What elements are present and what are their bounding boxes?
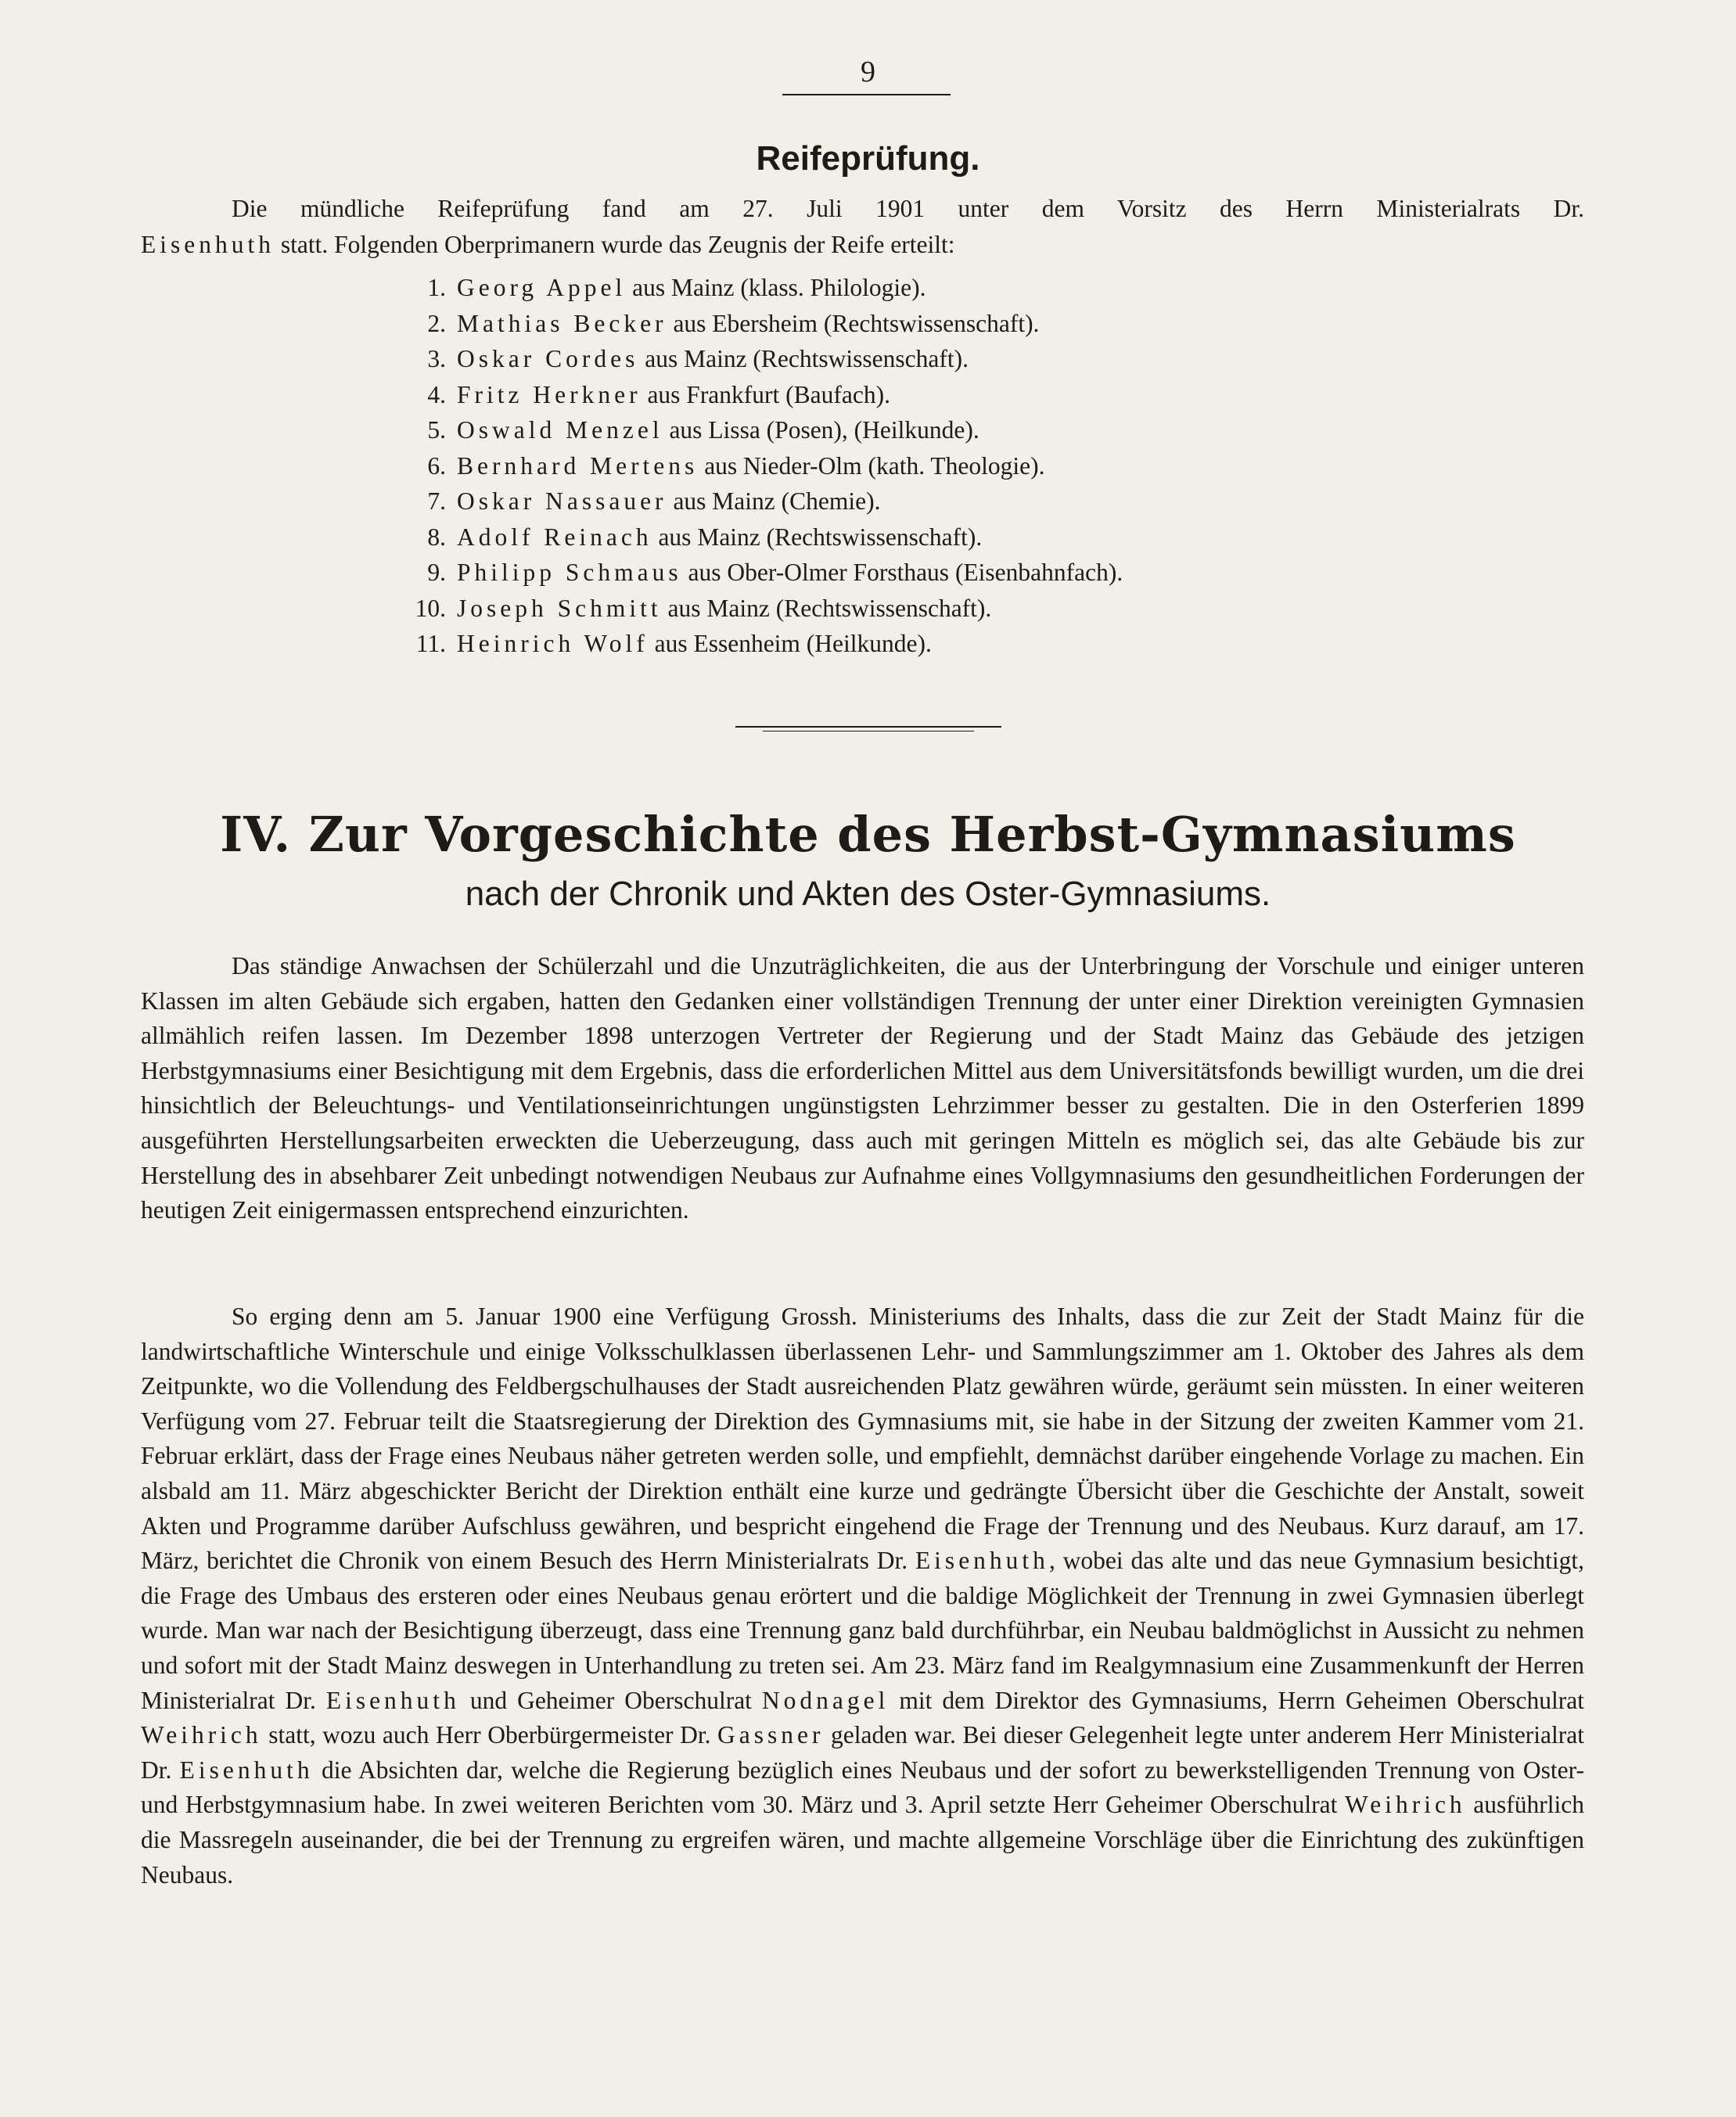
reife-intro-text: Die mündliche Reifeprüfung fand am 27. Juli 1901 unter dem Vorsitz des Herrn Ministerialrats Dr. [232, 195, 1584, 222]
person-name: Weihrich [141, 1721, 262, 1749]
graduate-name: Oswald Menzel [457, 416, 663, 444]
graduate-details: aus Mainz (Chemie). [667, 487, 881, 515]
list-number: 7. [427, 487, 446, 515]
person-name: Nodnagel [761, 1686, 890, 1714]
paragraph-2-text: , wobei das alte und das neue Gymnasium besichtigt, die Frage des Umbaus des ersteren oder eines Neubaus genau erörtert und die baldige Möglichkeit der Trennung in zwei Gymnasien überlegt wurde. Man war nach der Besichtigung überzeugt, dass eine Trennung ganz bald durchführbar, ein Neubau baldmöglichst in Aussicht zu nehmen und sofort mit der Stadt Mainz deswegen in Unterhandlung zu treten sei. Am 23. März fand im Realgymnasium eine Zusammenkunft der Herren Ministerialrat Dr. [141, 1547, 1584, 1714]
graduate-details: aus Mainz (Rechtswissenschaft). [661, 594, 992, 622]
list-item [391, 519, 1486, 555]
graduate-name: Fritz Herkner [457, 380, 642, 408]
list-item [391, 591, 1486, 627]
list-number: 9. [427, 559, 446, 586]
paragraph-2-text: So erging denn am 5. Januar 1900 eine Verfügung Grossh. Ministeriums des Inhalts, dass die zur Zeit der Stadt Mainz für die landwirtschaftliche Winterschule und einige Volksschulklassen überlassenen Lehr- und Sammlungszimmer am 1. Oktober des Jahres als dem Zeitpunkte, wo die Vollendung des Feldbergschulhauses der Stadt ausreichenden Platz gewähren würde, geräumt sein müssten. In einer weiteren Verfügung vom 27. Februar teilt die Staatsregierung der Direktion des Gymnasiums mit, sie habe in der Sitzung der zweiten Kammer vom 21. Februar erklärt, dass der Frage eines Neubaus näher getreten werden solle, und empfiehlt, demnächst darüber eingehende Vorlage zu machen. Ein alsbald am 11. März abgeschickter Bericht der Direktion enthält eine kurze und gedrängte Übersicht über die Geschichte der Anstalt, soweit Akten und Programme darüber Aufschluss gewähren, und bespricht eingehend die Frage der Trennung und des Neubaus. Kurz darauf, am 17. März, berichtet die Chronik von einem Besuch des Herrn Ministerialrats Dr. [141, 1303, 1584, 1575]
graduate-name: Oskar Cordes [457, 345, 639, 372]
graduate-name: Georg Appel [457, 274, 627, 301]
person-name: Gassner [717, 1721, 825, 1749]
list-number: 8. [427, 523, 446, 551]
graduate-details: aus Ober-Olmer Forsthaus (Eisenbahnfach). [681, 559, 1123, 586]
list-item [391, 555, 1486, 591]
list-number: 3. [427, 345, 446, 372]
examiner-name: Eisenhuth [141, 231, 275, 258]
paragraph-2-text: und Geheimer Oberschulrat [459, 1686, 762, 1714]
paragraph-2-text: die Absichten dar, welche die Regierung bezüglich eines Neubaus und der sofort zu bewerkstelligenden Trennung von Oster- und Herbstgymnasium habe. In zwei weiteren Berichten vom 30. März und 3. April setzte Herr Geheimer Oberschulrat [141, 1756, 1584, 1819]
graduate-name: Mathias Becker [457, 309, 667, 337]
person-name: Weihrich [1345, 1791, 1466, 1819]
graduate-name: Joseph Schmitt [457, 594, 662, 622]
reife-intro-rest: statt. Folgenden Oberprimanern wurde das Zeugnis der Reife erteilt: [275, 231, 955, 258]
paragraph-2 [141, 1299, 1584, 1892]
page-number: 9 [861, 56, 875, 88]
graduate-name: Bernhard Mertens [457, 451, 699, 480]
graduate-name: Adolf Reinach [457, 523, 652, 551]
section-divider [735, 726, 1001, 731]
list-item [391, 377, 1486, 413]
list-number: 5. [427, 416, 446, 444]
list-number: 11. [415, 630, 446, 657]
list-number: 6. [427, 451, 446, 480]
graduate-details: aus Lissa (Posen), (Heilkunde). [663, 416, 979, 444]
person-name: Eisenhuth [179, 1756, 314, 1784]
subheading-section-iv: nach der Chronik und Akten des Oster-Gymnasiums. [465, 875, 1271, 913]
paragraph-2-text: mit dem Direktor des Gymnasiums, Herrn Geheimen Oberschulrat [889, 1686, 1585, 1714]
graduate-details: aus Mainz (Rechtswissenschaft). [652, 523, 983, 551]
graduate-name: Heinrich Wolf [457, 630, 649, 657]
list-item [391, 626, 1486, 662]
heading-section-iv: IV. Zur Vorgeschichte des Herbst-Gymnasiums [220, 806, 1516, 863]
graduates-list [391, 270, 1486, 662]
graduate-details: aus Essenheim (Heilkunde). [648, 630, 932, 657]
list-item [391, 412, 1486, 448]
person-name: Eisenhuth [915, 1547, 1049, 1575]
paragraph-1 [141, 949, 1584, 1228]
reife-intro-line1 [141, 192, 1584, 227]
page-number-rule [782, 94, 951, 95]
list-item [391, 483, 1486, 519]
list-number: 1. [427, 274, 446, 301]
paragraph-2-text: geladen war. Bei dieser Gelegenheit legte unter anderem Herr Ministerialrat Dr. [141, 1721, 1585, 1784]
paragraph-2-text: statt, wozu auch Herr Oberbürgermeister Dr. [261, 1721, 718, 1749]
graduate-details: aus Frankfurt (Baufach). [641, 380, 890, 408]
graduate-details: aus Mainz (klass. Philologie). [626, 274, 926, 301]
person-name: Eisenhuth [325, 1686, 460, 1714]
list-item [391, 341, 1486, 377]
graduate-details: aus Nieder-Olm (kath. Theologie). [698, 451, 1045, 480]
divider-line [735, 726, 1001, 728]
graduate-details: aus Ebersheim (Rechtswissenschaft). [667, 309, 1040, 337]
graduate-name: Philipp Schmaus [457, 559, 682, 586]
graduate-details: aus Mainz (Rechtswissenschaft). [638, 345, 969, 372]
list-item [391, 270, 1486, 306]
list-number: 4. [427, 380, 446, 408]
graduate-name: Oskar Nassauer [457, 487, 667, 515]
paragraph-2-text: ausführlich die Massregeln auseinander, die bei der Trennung zu ergreifen wären, und machte allgemeine Vorschläge über die Einrichtung des zukünftigen Neubaus. [141, 1791, 1584, 1889]
heading-reifepruefung: Reifeprüfung. [756, 139, 980, 178]
list-number: 2. [427, 309, 446, 337]
list-item [391, 448, 1486, 484]
paragraph-1-text: Das ständige Anwachsen der Schülerzahl und die Unzuträglichkeiten, die aus der Unterbringung der Vorschule und einiger unteren Klassen im alten Gebäude sich ergaben, hatten den Gedanken einer vollständigen Trennung der unter einer Direktion vereinigten Gymnasien allmählich reifen lassen. Im Dezember 1898 unterzogen Vertreter der Regierung und der Stadt Mainz das Gebäude des jetzigen Herbstgymnasiums einer Besichtigung mit dem Ergebnis, dass die erforderlichen Mittel aus dem Universitätsfonds bewilligt wurden, um die drei hinsichtlich der Beleuchtungs- und Ventilationseinrichtungen ungünstigsten Lehrzimmer besser zu gestalten. Die in den Osterferien 1899 ausgeführten Herstellungsarbeiten erweckten die Ueberzeugung, dass auch mit geringen Mitteln es möglich sei, das alte Gebäude bis zur Herstellung des in absehbarer Zeit unbedingt notwendigen Neubaus zur Aufnahme eines Vollgymnasiums den gesundheitlichen Forderungen der heutigen Zeit einigermassen entsprechend einzurichten. [141, 952, 1584, 1224]
list-number: 10. [415, 594, 446, 622]
list-item [391, 306, 1486, 342]
reife-intro-line2 [141, 228, 1584, 263]
